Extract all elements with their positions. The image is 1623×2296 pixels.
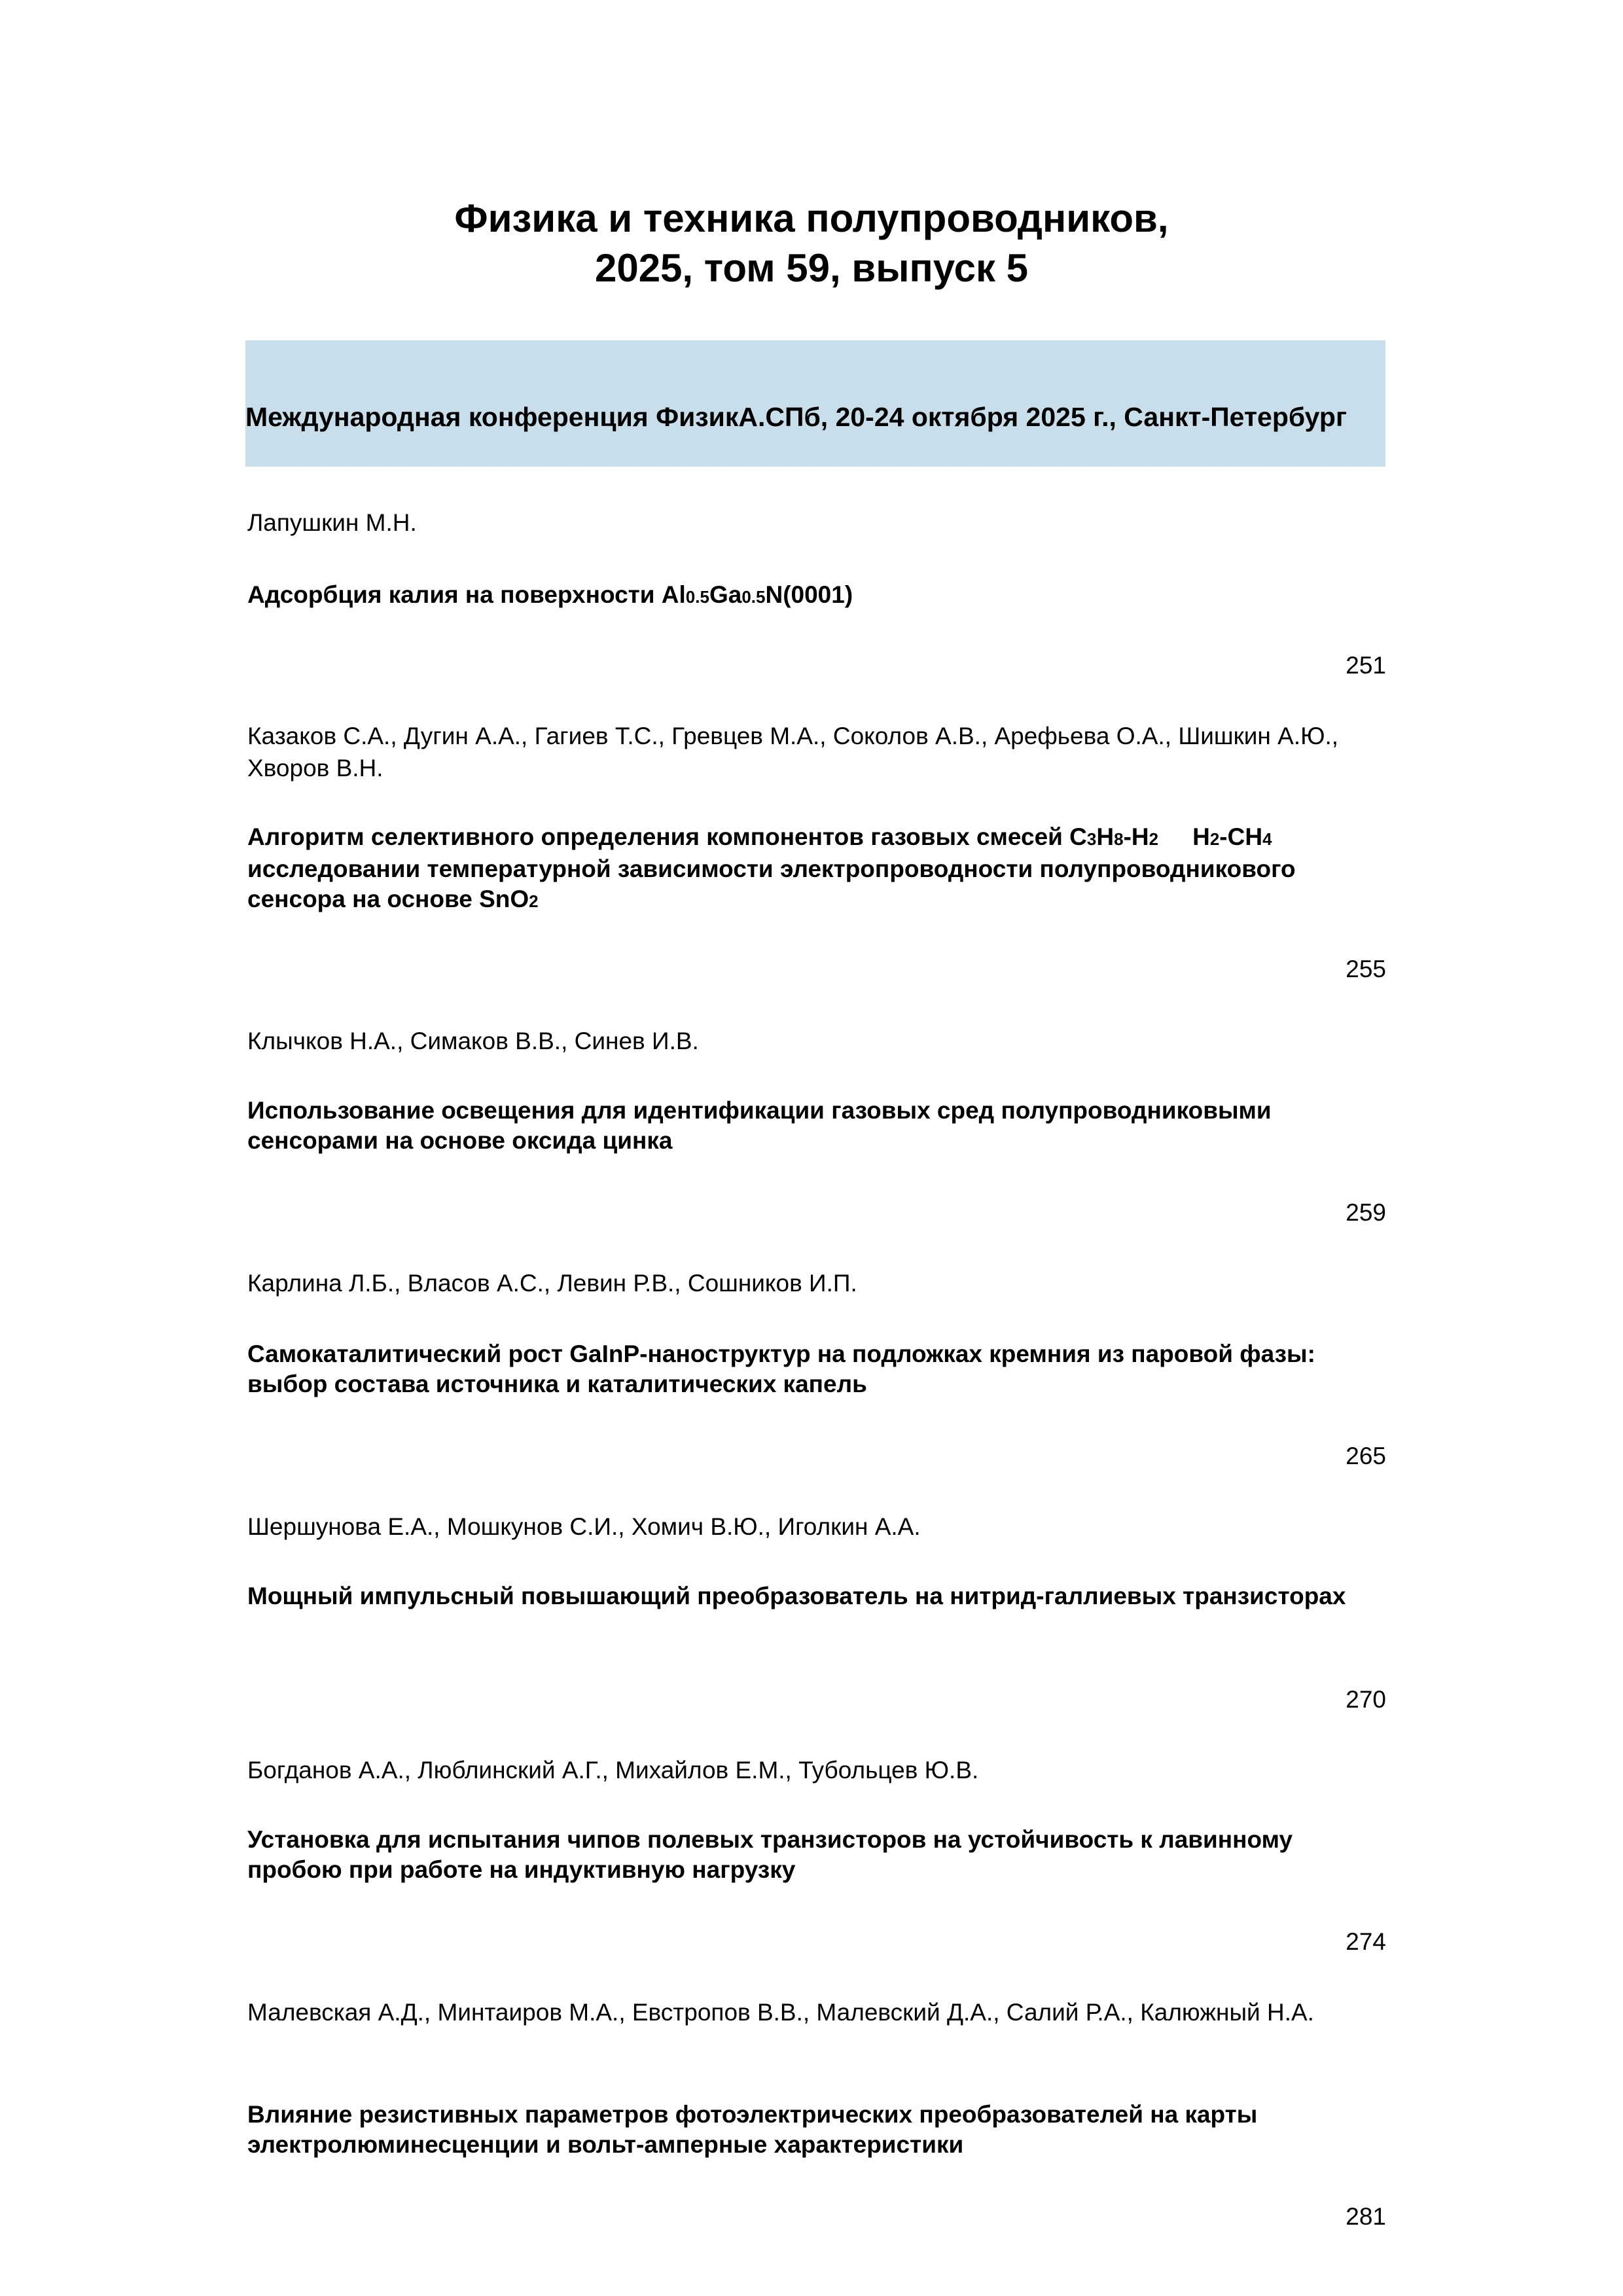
subscript: 2 [1149, 829, 1159, 849]
entry-page-number[interactable]: 251 [1346, 652, 1386, 679]
title-text: исследовании температурной зависимости электропроводности полупроводникового сенсора на основе SnO [247, 855, 1296, 912]
entry-title[interactable]: Самокаталитический рост GaInP-наноструктур на подложках кремния из паровой фазы: выбор состава источника и каталитических капель [247, 1340, 1315, 1397]
entry-authors: Клычков Н.А., Симаков В.В., Синев И.В. [247, 1028, 699, 1054]
section-title: Международная конференция ФизикА.СПб, 20-24 октября 2025 г., Санкт-Петербург [245, 402, 1347, 432]
entry-title[interactable]: Установка для испытания чипов полевых транзисторов на устойчивость к лавинному пробою при работе на индуктивную нагрузку [247, 1826, 1293, 1883]
entry-page-number[interactable]: 281 [1346, 2203, 1386, 2230]
entry-authors: Богданов А.А., Люблинский А.Г., Михайлов Е.М., Тубольцев Ю.В. [247, 1757, 979, 1784]
entry-authors: Малевская А.Д., Минтаиров М.А., Евстропов В.В., Малевский Д.А., Салий Р.А., Калюжный Н.А. [247, 1999, 1314, 2026]
subscript: 0.5 [741, 587, 766, 607]
title-text: -H [1123, 823, 1149, 850]
entry-authors: Карлина Л.Б., Власов А.С., Левин Р.В., Сошников И.П. [247, 1270, 857, 1297]
entry-authors: Лапушкин М.Н. [247, 509, 417, 536]
page-title-line-2: 2025, том 59, выпуск 5 [594, 246, 1029, 290]
subscript: 8 [1114, 829, 1124, 849]
subscript: 4 [1262, 829, 1272, 849]
subscript: 2 [1209, 829, 1220, 849]
page-title-line-1: Физика и техника полупроводников, [454, 196, 1169, 240]
title-text: H [1192, 823, 1210, 850]
entry-page-number[interactable]: 270 [1346, 1686, 1386, 1713]
entry-title[interactable]: Использование освещения для идентификации газовых сред полупроводниковыми сенсорами на основе оксида цинка [247, 1097, 1272, 1154]
title-text: H [1096, 823, 1115, 850]
title-text: Ga [709, 581, 742, 608]
subscript: 2 [529, 891, 539, 911]
entry-page-number[interactable]: 265 [1346, 1443, 1386, 1469]
section-header [245, 340, 1385, 467]
subscript: 0.5 [685, 587, 709, 607]
entry-title[interactable]: Влияние резистивных параметров фотоэлектрических преобразователей на карты электролюминесценции и вольт-амперные характеристики [247, 2101, 1258, 2158]
subscript: 3 [1086, 829, 1097, 849]
entry-page-number[interactable]: 274 [1346, 1928, 1386, 1955]
title-text: Алгоритм селективного определения компонентов газовых смесей C [247, 823, 1087, 850]
entry-page-number[interactable]: 255 [1346, 956, 1386, 982]
title-text: N(0001) [765, 581, 853, 608]
entry-authors: Шершунова Е.А., Мошкунов С.И., Хомич В.Ю., Иголкин А.А. [247, 1513, 921, 1540]
entry-page-number[interactable]: 259 [1346, 1199, 1386, 1226]
entry-authors: Казаков С.А., Дугин А.А., Гагиев Т.С., Гревцев М.А., Соколов А.В., Арефьева О.А., Шишкин А.Ю., Хворов В.Н. [247, 723, 1339, 781]
entry-title[interactable] [247, 822, 1386, 916]
entry-title[interactable]: Мощный импульсный повышающий преобразователь на нитрид-галлиевых транзисторах [247, 1583, 1346, 1609]
title-text: Адсорбция калия на поверхности Al [247, 581, 686, 608]
title-text: -CH [1219, 823, 1263, 850]
entry-title[interactable] [247, 580, 1386, 612]
